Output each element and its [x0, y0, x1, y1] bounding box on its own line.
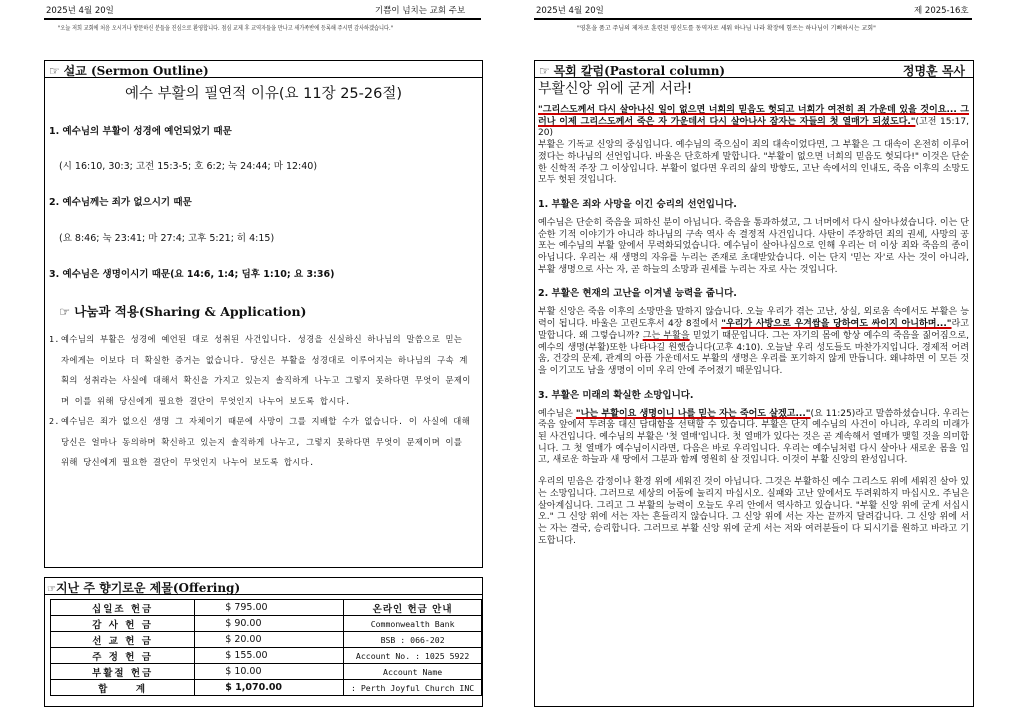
- bank-account-name: : Perth Joyful Church INC: [344, 680, 482, 696]
- welcome-motto: "오늘 저희 교회에 처음 오시거나 방문하신 분들을 진심으로 환영합니다. 점심 교제 후 교역자들을 만나고 새가족반에 등록해 주시면 감사하겠습니다.": [58, 25, 393, 32]
- online-offering-title: 온라인 헌금 안내: [344, 600, 482, 616]
- bank-account-name-label: Account Name: [344, 664, 482, 680]
- sermon-reference-1: (시 16:10, 30:3; 고전 15:3-5; 호 6:2; 눅 24:44; 마 12:40): [59, 161, 318, 172]
- bank-name: Commonwealth Bank: [344, 616, 482, 632]
- table-row: 주 정 헌 금 $ 155.00 Account No. : 1025 5922: [51, 648, 482, 664]
- pointing-hand-icon: ☞: [47, 584, 56, 595]
- table-row: 선 교 헌 금 $ 20.00 BSB : 066-202: [51, 632, 482, 648]
- bank-account-number: Account No. : 1025 5922: [344, 648, 482, 664]
- sharing-item-2: 2. 예수님은 죄가 없으신 생명 그 자체이기 때문에 사망이 그를 지배할 수가 없습니다. 이 사실에 대해 당신은 얼마나 동의하며 확신하고 있는지 솔직하게 나누고, 그렇지 못하다면 무엇이 문제이며 이를 위해 당신에게 필요한 결단이 무엇인지 나누어 보도록 합시다.: [49, 416, 471, 467]
- offering-total-amount: $ 1,070.00: [195, 680, 344, 696]
- sermon-point-1: 1. 예수님의 부활이 성경에 예언되었기 때문: [49, 126, 232, 137]
- sermon-reference-2: (요 8:46; 눅 23:41; 마 27:4; 고후 5:21; 히 4:15): [59, 233, 275, 244]
- scripture-quote: "그리스도께서 다시 살아나신 일이 없으면 너희의 믿음도 헛되고 너희가 여전히 죄 가운데 있을 것이요... 그러나 이제 그리스도께서 죽은 자 가운데서 다시 살아나사 잠자는 자들의 첫 열매가 되셨도다."(고전 15:17, 20): [538, 105, 969, 139]
- left-header-date: 2025년 4월 20일: [46, 6, 114, 16]
- column-heading: 목회 칼럼(Pastoral column): [553, 64, 726, 78]
- right-header-rule: [534, 18, 972, 20]
- column-paragraph: 예수님은 "나는 부활이요 생명이니 나를 믿는 자는 죽어도 살겠고..."(요 11:25)라고 말씀하셨습니다. 우리는 죽음 앞에서 두려움 대신 담대함을 선택할 수 있습니다. 부활은 단지 예수님의 사건이 아니라, 우리의 미래가 된 사건입니다. 예수님의 부활은 '첫 열매'입니다. 첫 열매가 있다는 것은 곧 계속해서 열매가 맺힐 것을 의미합니다. 그 첫 열매가 예수님이시라면, 다음은 바로 우리입니다. 우리는 예수님처럼 다시 살아나 새로운 몸을 입고, 새로운 하늘과 새 땅에서 그분과 함께 영원히 살 것입니다. 이것이 부활 신앙의 완성입니다.: [538, 408, 969, 466]
- sermon-heading: 설교 (Sermon Outline): [63, 64, 209, 78]
- column-subheading-1: 1. 부활은 죄와 사망을 이긴 승리의 선언입니다.: [538, 198, 737, 210]
- table-row: 십일조 헌금 $ 795.00 온라인 헌금 안내: [51, 600, 482, 616]
- offering-heading: 지난 주 향기로운 제물(Offering): [55, 581, 241, 595]
- column-paragraph: 부활 신앙은 죽음 이후의 소망만을 말하지 않습니다. 오늘 우리가 겪는 고난, 상실, 외로움 속에서도 부활은 능력이 됩니다. 바울은 고린도후서 4장 8절에서 "우리가 사방으로 우겨쌈을 당하여도 싸이지 아니하며..."라고 말합니다. 왜 그렇습니까? 그는 부활을 믿었기 때문입니다. 그는 자기의 몸에 항상 예수의 죽음을 짊어짐으로, 예수의 생명(부활)또한 나타나길 원했습니다(고후 4:10). 오늘날 우리 성도들도 마찬가지입니다. 경제적 어려움, 건강의 문제, 관계의 아픔 가운데서도 부활의 생명은 우리를 포기하지 않게 만듭니다. 왜냐하면 이 모든 것을 이기고도 남을 생명이 이미 우리 안에 주어졌기 때문입니다.: [538, 307, 970, 376]
- table-row: 감 사 헌 금 $ 90.00 Commonwealth Bank: [51, 616, 482, 632]
- sermon-point-3: 3. 예수님은 생명이시기 때문(요 14:6, 1:4; 딤후 1:10; 요 3:36): [49, 269, 335, 280]
- offering-box: [44, 577, 483, 707]
- pastoral-column-box: [534, 60, 974, 707]
- column-body: [538, 105, 969, 547]
- column-paragraph: 예수님은 단순히 죽음을 피하신 분이 아닙니다. 죽음을 통과하셨고, 그 너머에서 다시 살아나셨습니다. 이는 단순한 기적 이야기가 아니라 하나님의 구속 역사 속 결정적 사건입니다. 사탄이 주장하던 죄의 권세, 사망의 공포는 예수님의 부활 앞에서 무력화되었습니다. 예수님이 살아나심으로 인해 우리는 더 이상 죄와 죽음의 종이 아닙니다. 우리는 새 생명의 자유를 누리는 존재로 초대받았습니다. 이는 단지 '믿는 자'로 사는 것이 아니라, 부활 생명으로 사는 자, 곧 하늘의 소망과 권세를 누리는 자로 사는 것입니다.: [538, 217, 969, 275]
- column-title: 부활신앙 위에 굳게 서라!: [538, 81, 693, 97]
- sermon-point-2: 2. 예수님께는 죄가 없으시기 때문: [49, 197, 192, 208]
- column-subheading-2: 2. 부활은 현재의 고난을 이겨낼 능력을 줍니다.: [538, 288, 737, 300]
- sermon-title: 예수 부활의 필연적 이유(요 11장 25-26절): [124, 86, 403, 102]
- column-subheading-3: 3. 부활은 미래의 확실한 소망입니다.: [538, 389, 694, 401]
- sharing-heading: 나눔과 적용(Sharing & Application): [74, 304, 307, 319]
- right-header-date: 2025년 4월 20일: [536, 6, 604, 16]
- sharing-list: [49, 329, 476, 473]
- offering-table: [50, 599, 482, 696]
- issue-number: 제 2025-16호: [914, 6, 969, 16]
- pointing-hand-icon: ☞: [59, 304, 75, 319]
- column-paragraph: 부활은 기독교 신앙의 중심입니다. 예수님의 죽으심이 죄의 대속이었다면, 그 부활은 그 대속이 온전히 이루어졌다는 하나님의 선언입니다. 바울은 단호하게 말합니다. "부활이 없으면 너희의 믿음도 헛되다!" 이것은 단순한 신학적 주장 그 이상입니다. 부활이 없다면 우리의 삶의 방향도, 고난 속에서의 인내도, 죽음 이후의 소망도 모두 헛된 것입니다.: [538, 140, 969, 186]
- table-row: [51, 680, 482, 696]
- table-row: 부활절 헌금 $ 10.00 Account Name: [51, 664, 482, 680]
- church-vision-motto: "영혼을 품고 주님의 제자로 훈련된 평신도를 동역자로 세워 하나님 나라 확장에 힘쓰는 하나님이 기뻐하시는 교회": [577, 25, 876, 32]
- pointing-hand-icon: ☞: [539, 64, 554, 78]
- bank-bsb: BSB : 066-202: [344, 632, 482, 648]
- offering-total-label: 합 계: [51, 680, 195, 696]
- pointing-hand-icon: ☞: [49, 64, 64, 78]
- column-paragraph: 우리의 믿음은 감정이나 환경 위에 세워진 것이 아닙니다. 그것은 부활하신 예수 그리스도 위에 세워진 살아 있는 소망입니다. 그러므로 세상의 어둠에 눌리지 마십시오. 실패와 고난 앞에서도 두려워하지 마십시오. 주님은 살아계십니다. 그리고 그 부활의 능력이 오늘도 우리 안에서 역사하고 있습니다. "부활 신앙 위에 굳게 서십시오." 그 신앙 위에 서는 자는 흔들리지 않습니다. 그 신앙 위에 서는 자는 끝까지 달려갑니다. 그 신앙 위에 서는 자는 결국, 승리합니다. 그러므로 부활 신앙 위에 굳게 서는 저와 여러분들이 다 되시기를 원하고 바라고 기도합니다.: [538, 477, 969, 546]
- sharing-item-1: 1. 예수님의 부활은 성경에 예언된 대로 성취된 사건입니다. 성경을 신실하신 하나님의 말씀으로 믿는 자에게는 이보다 더 확실한 증거는 없습니다. 당신은 부활을 성경대로 이루어지는 하나님의 구속 계획의 성취라는 사실에 대해서 확신을 가지고 있는지 솔직하게 나누고 그렇지 못하다면 무엇이 문제이며 이를 위해 당신에게 필요한 결단이 무엇인지 나누어 보도록 합시다.: [49, 334, 471, 406]
- sermon-box: [44, 60, 483, 568]
- left-header-rule: [44, 18, 481, 20]
- column-author: 정명훈 목사: [902, 64, 965, 78]
- bulletin-name: 기쁨이 넘치는 교회 주보: [375, 6, 466, 16]
